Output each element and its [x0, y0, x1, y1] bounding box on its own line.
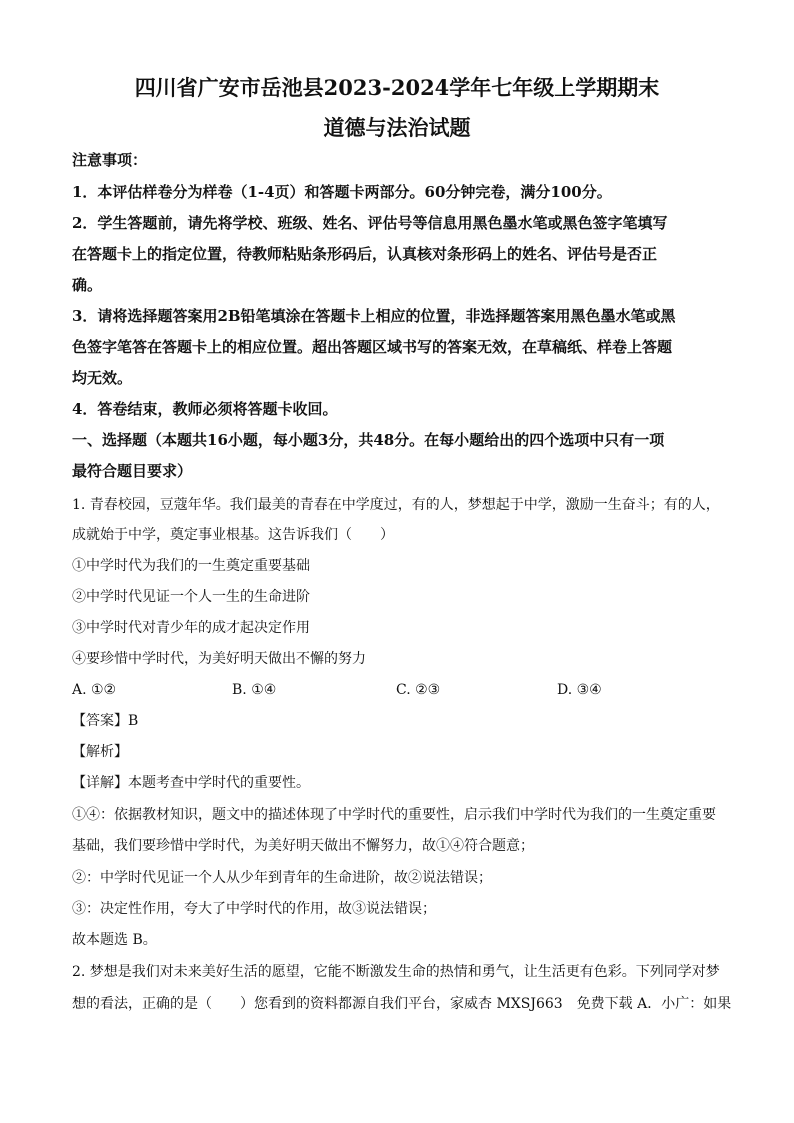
option-d: D. ③④: [557, 682, 602, 698]
notice-item: 色签字笔答在答题卡上的相应位置。超出答题区域书写的答案无效，在草稿纸、样卷上答题: [72, 338, 673, 356]
option-c: C. ②③: [396, 682, 441, 698]
analysis-label: 【解析】: [72, 744, 128, 760]
detail-text: 【详解】本题考查中学时代的重要性。: [72, 775, 310, 791]
notice-heading: 注意事项：: [72, 151, 148, 169]
notice-item: 均无效。: [72, 369, 133, 387]
explanation-text: 基础，我们要珍惜中学时代，为美好明天做出不懈努力，故①④符合题意；: [72, 838, 534, 854]
question-statement: ①中学时代为我们的一生奠定重要基础: [72, 558, 310, 574]
question-stem: 2. 梦想是我们对未来美好生活的愿望，它能不断激发生命的热情和勇气，让生活更有色彩。下列同学对梦: [72, 964, 720, 980]
notice-item: 在答题卡上的指定位置，待教师粘贴条形码后，认真核对条形码上的姓名、评估号是否正: [72, 245, 658, 263]
question-statement: ②中学时代见证一个人一生的生命进阶: [72, 589, 310, 605]
section-heading: 一、选择题（本题共16小题，每小题3分，共48分。在每小题给出的四个选项中只有一项: [72, 431, 665, 449]
notice-item: 3．请将选择题答案用2B铅笔填涂在答题卡上相应的位置，非选择题答案用黑色墨水笔或黑: [72, 307, 676, 325]
option-b: B. ①④: [232, 682, 277, 698]
question-stem: 1. 青春校园，豆蔻年华。我们最美的青春在中学度过，有的人，梦想起于中学，激励一生奋斗；有的人，: [72, 497, 720, 513]
notice-item: 确。: [72, 276, 103, 294]
explanation-text: ③：决定性作用，夸大了中学时代的作用，故③说法错误；: [72, 901, 436, 917]
document-title: 四川省广安市岳池县2023-2024学年七年级上学期期末: [134, 75, 660, 100]
question-statement: ③中学时代对青少年的成才起决定作用: [72, 620, 310, 636]
explanation-text: ②：中学时代见证一个人从少年到青年的生命进阶，故②说法错误；: [72, 870, 492, 886]
question-statement: ④要珍惜中学时代，为美好明天做出不懈的努力: [72, 651, 366, 667]
section-heading: 最符合题目要求）: [72, 462, 193, 480]
notice-item: 2．学生答题前，请先将学校、班级、姓名、评估号等信息用黑色墨水笔或黑色签字笔填写: [72, 214, 668, 232]
question-stem: 成就始于中学，奠定事业根基。这告诉我们（ ）: [72, 527, 394, 543]
explanation-text: 故本题选 B。: [72, 932, 157, 948]
notice-item: 1．本评估样卷分为样卷（1-4页）和答题卡两部分。60分钟完卷，满分100分。: [72, 183, 612, 201]
notice-item: 4．答卷结束，教师必须将答题卡收回。: [72, 400, 338, 418]
question-stem: 想的看法，正确的是（ ）您看到的资料都源自我们平台，家威杏 MXSJ663 免费下载 A．小广：如果: [72, 996, 732, 1012]
document-subtitle: 道德与法治试题: [323, 115, 471, 140]
option-a: A. ①②: [72, 682, 117, 698]
explanation-text: ①④：依据教材知识，题文中的描述体现了中学时代的重要性，启示我们中学时代为我们的一生奠定重要: [72, 807, 716, 823]
answer-label: 【答案】B: [72, 713, 139, 729]
